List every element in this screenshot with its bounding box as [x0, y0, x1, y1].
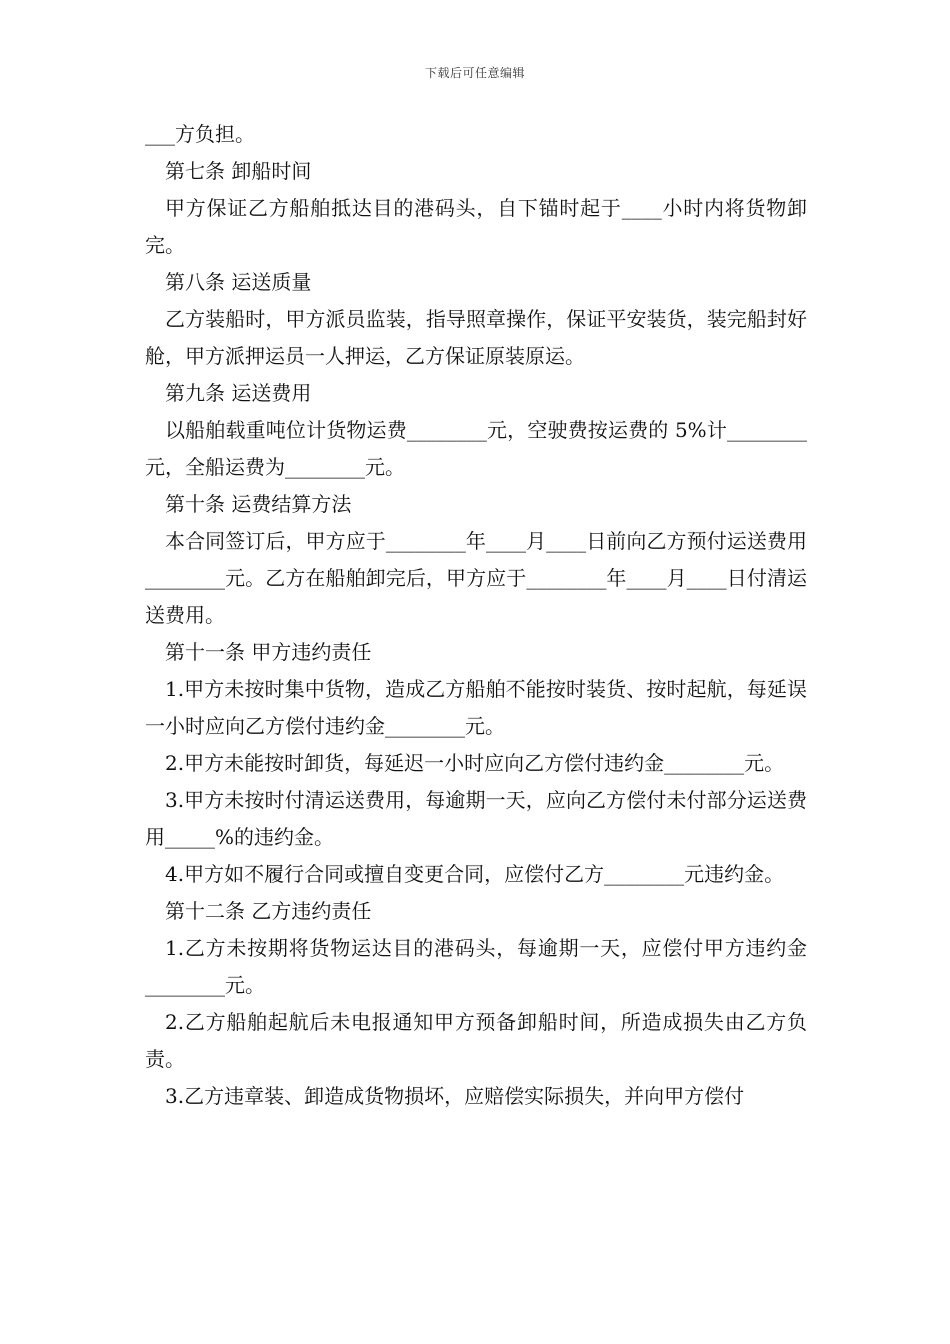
section-heading: 第十条 运费结算方法 — [165, 492, 352, 516]
paragraph: 甲方保证乙方船舶抵达目的港码头，自下锚时起于____小时内将货物卸完。 — [145, 196, 807, 257]
paragraph: 1.甲方未按时集中货物，造成乙方船舶不能按时装货、按时起航，每延误一小时应向乙方偿付违约金________元。 — [145, 677, 807, 738]
paragraph: 1.乙方未按期将货物运达目的港码头，每逾期一天，应偿付甲方违约金________元。 — [145, 936, 807, 997]
paragraph: 3.甲方未按时付清运送费用，每逾期一天，应向乙方偿付未付部分运送费用_____%的违约金。 — [145, 788, 807, 849]
page-header-note: 下载后可任意编辑 — [424, 66, 525, 80]
section-heading: 第十二条 乙方违约责任 — [165, 899, 372, 923]
section-heading: 第八条 运送质量 — [165, 270, 312, 294]
document-body — [145, 116, 807, 1115]
paragraph: 2.甲方未能按时卸货，每延迟一小时应向乙方偿付违约金________元。 — [165, 751, 785, 775]
section-heading: 第十一条 甲方违约责任 — [165, 640, 372, 664]
paragraph: 3.乙方违章装、卸造成货物损坏，应赔偿实际损失，并向甲方偿付 — [165, 1084, 745, 1108]
paragraph: 乙方装船时，甲方派员监装，指导照章操作，保证平安装货，装完船封好舱，甲方派押运员一人押运，乙方保证原装原运。 — [145, 307, 807, 368]
paragraph: 本合同签订后，甲方应于________年____月____日前向乙方预付运送费用________元。乙方在船舶卸完后，甲方应于________年____月____日付清运送费用。 — [145, 529, 807, 627]
paragraph: 4.甲方如不履行合同或擅自变更合同，应偿付乙方________元违约金。 — [165, 862, 785, 886]
paragraph: 以船舶载重吨位计货物运费________元，空驶费按运费的 5%计________元，全船运费为________元。 — [145, 418, 807, 479]
section-heading: 第七条 卸船时间 — [165, 159, 312, 183]
paragraph: ___方负担。 — [145, 122, 255, 146]
section-heading: 第九条 运送费用 — [165, 381, 312, 405]
paragraph: 2.乙方船舶起航后未电报通知甲方预备卸船时间，所造成损失由乙方负责。 — [145, 1010, 807, 1071]
